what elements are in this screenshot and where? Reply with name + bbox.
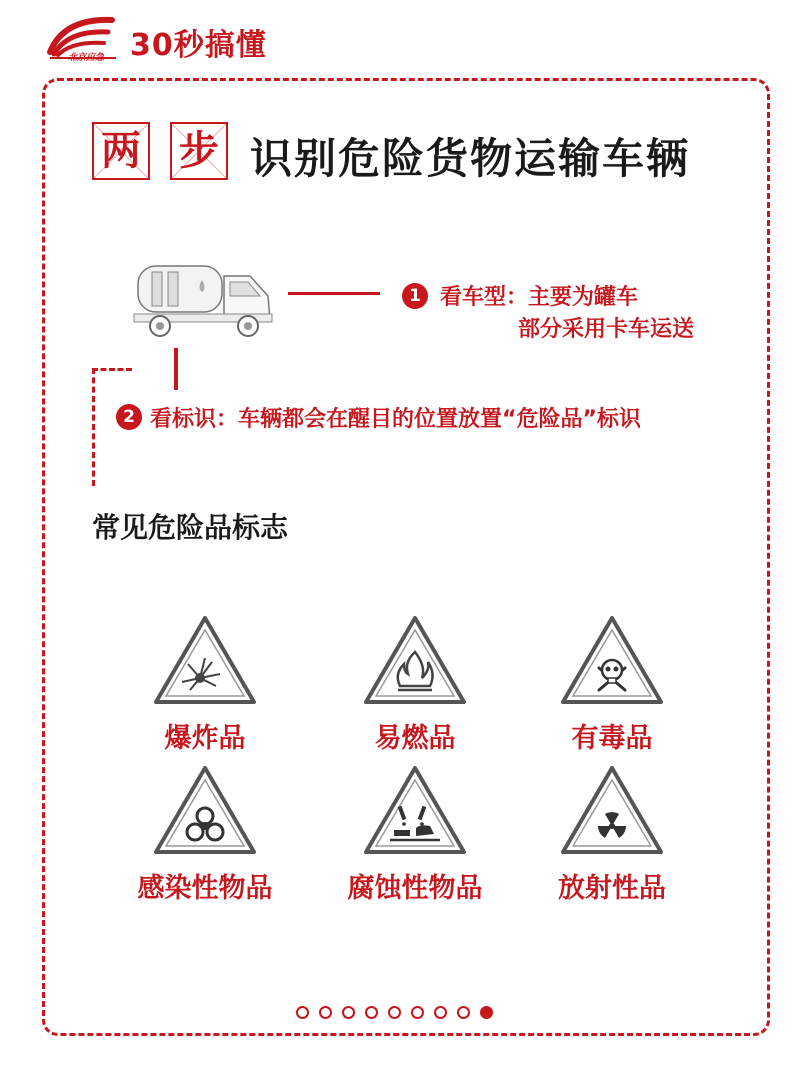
page-dot-2[interactable] [319,1006,332,1019]
logo-text: 北京应急 [67,53,104,63]
corrosive-icon [360,762,470,858]
page-title: 识别危险货物运输车辆 [250,134,691,183]
dashed-connector-top [92,368,132,371]
sign-label: 爆炸品 [164,723,246,754]
flame-icon [360,612,470,708]
page-dot-3[interactable] [342,1006,355,1019]
sign-corrosive [315,762,515,905]
sign-label: 有毒品 [571,723,653,754]
title-box-1: 两 [92,122,150,180]
sign-label: 感染性物品 [137,873,273,904]
sign-explosive [105,612,305,755]
page-dot-1[interactable] [296,1006,309,1019]
biohazard-icon [150,762,260,858]
signs-heading: 常见危险品标志 [92,511,289,544]
page-dot-7[interactable] [434,1006,447,1019]
sign-radioactive [512,762,712,905]
sign-infectious [105,762,305,905]
sign-flammable [315,612,515,755]
header-title: 30秒搞懂 [130,28,267,63]
step-2-number: 2 [116,404,142,430]
page-dot-4[interactable] [365,1006,378,1019]
step-2-text: 看标识：车辆都会在醒目的位置放置“危险品”标识 [150,407,641,432]
sign-toxic [512,612,712,755]
step-1-number: 1 [402,283,428,309]
page-dot-9-active[interactable] [480,1006,493,1019]
connector-line-horizontal [288,292,380,295]
sign-label: 腐蚀性物品 [347,873,483,904]
sign-label: 放射性品 [558,873,666,904]
title-box-2: 步 [170,122,228,180]
page-dot-8[interactable] [457,1006,470,1019]
tanker-truck-icon [132,258,276,338]
dashed-connector-left [92,368,95,486]
skull-icon [557,612,667,708]
radiation-icon [557,762,667,858]
page-dot-5[interactable] [388,1006,401,1019]
explosion-icon [150,612,260,708]
pagination-dots [296,1006,493,1019]
sign-label: 易燃品 [374,723,456,754]
step-1-text-line2: 部分采用卡车运送 [518,317,695,342]
step-1-text: 看车型：主要为罐车 [440,285,639,310]
page-dot-6[interactable] [411,1006,424,1019]
connector-line-vertical [174,348,178,390]
